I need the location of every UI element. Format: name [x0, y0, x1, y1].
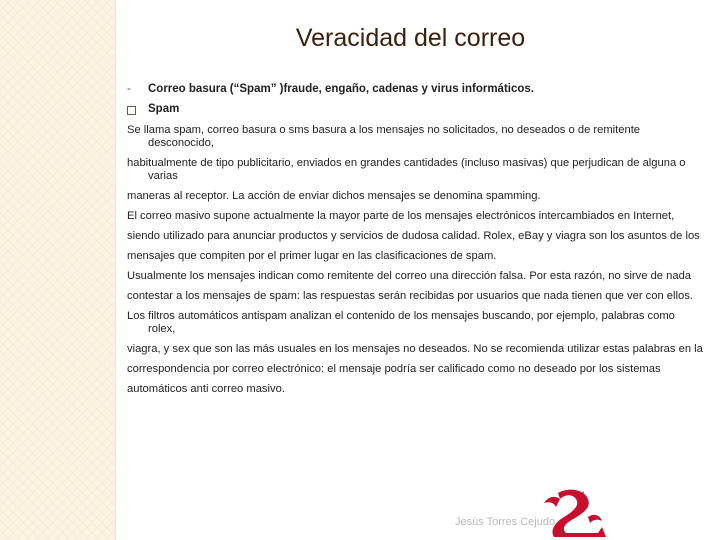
paragraph-line: automáticos anti correo masivo.: [127, 383, 285, 395]
bullet-text: Correo basura (“Spam” )fraude, engaño, cadenas y virus informáticos.: [148, 83, 534, 95]
footer-author: Jesús Torres Cejudo: [455, 516, 556, 528]
paragraph-line: Usualmente los mensajes indican como remitente del correo una dirección falsa. Por esta razón, no sirve de nada: [127, 270, 692, 282]
box-bullet-icon: [127, 103, 136, 118]
paragraph-line: siendo utilizado para anunciar productos y servicios de dudosa calidad. Rolex, eBay y viagra son los asuntos de los: [127, 230, 700, 242]
paragraph-line: contestar a los mensajes de spam: las respuestas serán recibidas por usuarios que nada tienen que ver con ellos.: [127, 290, 693, 302]
paragraph-line: Los filtros automáticos antispam analizan el contenido de los mensajes buscando, por ejemplo, palabras como rolex,: [127, 310, 675, 335]
paragraph-line: mensajes que compiten por el primer lugar en las clasificaciones de spam.: [127, 250, 497, 262]
decorative-sidebar: [0, 0, 115, 540]
dash-bullet-marker: -: [127, 83, 131, 95]
spam-description: [127, 124, 705, 403]
bullet-text: Spam: [148, 103, 180, 115]
red-dragon-icon: [540, 487, 610, 539]
paragraph-line: correspondencia por correo electrónico: el mensaje podría ser calificado como no deseado por los sistemas: [127, 363, 661, 375]
slide-title: Veracidad del correo: [295, 24, 526, 52]
paragraph-line: El correo masivo supone actualmente la mayor parte de los mensajes electrónicos intercambiados en Internet,: [127, 210, 675, 222]
sidebar-divider: [115, 0, 116, 540]
paragraph-line: Se llama spam, correo basura o sms basura a los mensajes no solicitados, no deseados o de remitente desconocido,: [127, 124, 641, 149]
paragraph-line: maneras al receptor. La acción de enviar dichos mensajes se denomina spamming.: [127, 190, 541, 202]
paragraph-line: viagra, y sex que son las más usuales en los mensajes no deseados. No se recomienda utilizar estas palabras en la: [127, 343, 703, 355]
paragraph-line: habitualmente de tipo publicitario, enviados en grandes cantidades (incluso masivas) que perjudican de alguna o varias: [127, 157, 686, 182]
